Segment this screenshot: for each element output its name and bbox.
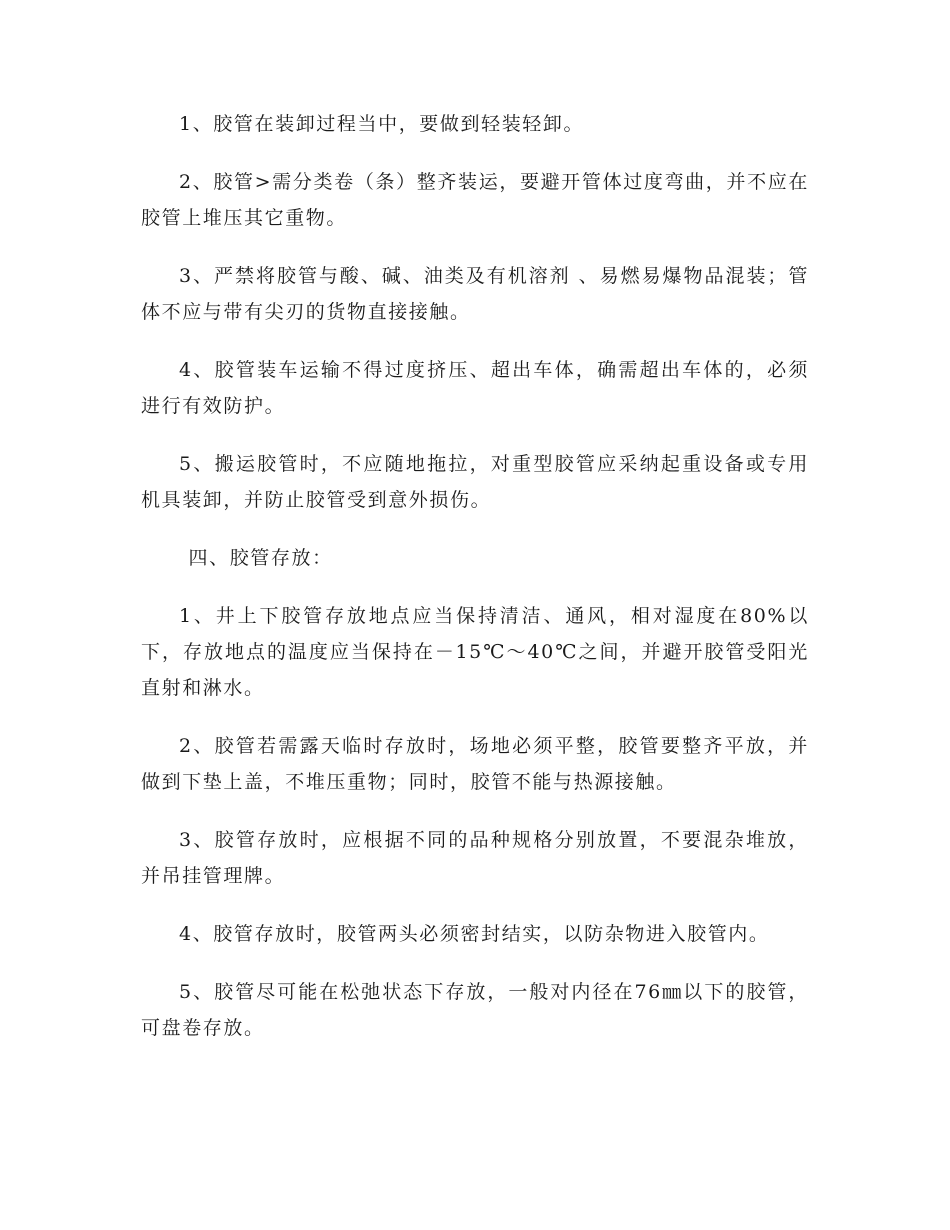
paragraph-storage-2: 2、胶管若需露天临时存放时，场地必须平整，胶管要整齐平放，并做到下垫上盖，不堆压重物；同时，胶管不能与热源接触。 xyxy=(141,735,809,793)
paragraph-transport-5: 5、搬运胶管时，不应随地拖拉，对重型胶管应采纳起重设备或专用机具装卸，并防止胶管受到意外损伤。 xyxy=(141,453,809,511)
paragraph-transport-3: 3、严禁将胶管与酸、碱、油类及有机溶剂 、易燃易爆物品混装；管体不应与带有尖刃的货物直接接触。 xyxy=(141,265,809,323)
section-heading-storage: 四、胶管存放： xyxy=(188,547,333,569)
paragraph-storage-1: 1、井上下胶管存放地点应当保持清洁、通风，相对湿度在80%以下，存放地点的温度应当保持在－15℃～40℃之间，并避开胶管受阳光直射和淋水。 xyxy=(141,605,809,699)
paragraph-transport-2: 2、胶管>需分类卷（条）整齐装运，要避开管体过度弯曲，并不应在胶管上堆压其它重物。 xyxy=(141,171,809,229)
paragraph-storage-3: 3、胶管存放时，应根据不同的品种规格分别放置，不要混杂堆放，并吊挂管理牌。 xyxy=(141,829,809,887)
paragraph-storage-4: 4、胶管存放时，胶管两头必须密封结实，以防杂物进入胶管内。 xyxy=(179,923,770,945)
paragraph-transport-1: 1、胶管在装卸过程当中，要做到轻装轻卸。 xyxy=(179,113,585,135)
paragraph-transport-4: 4、胶管装车运输不得过度挤压、超出车体，确需超出车体的，必须进行有效防护。 xyxy=(141,359,809,417)
paragraph-storage-5: 5、胶管尽可能在松弛状态下存放，一般对内径在76㎜以下的胶管，可盘卷存放。 xyxy=(141,981,809,1039)
document-body xyxy=(141,106,809,1068)
